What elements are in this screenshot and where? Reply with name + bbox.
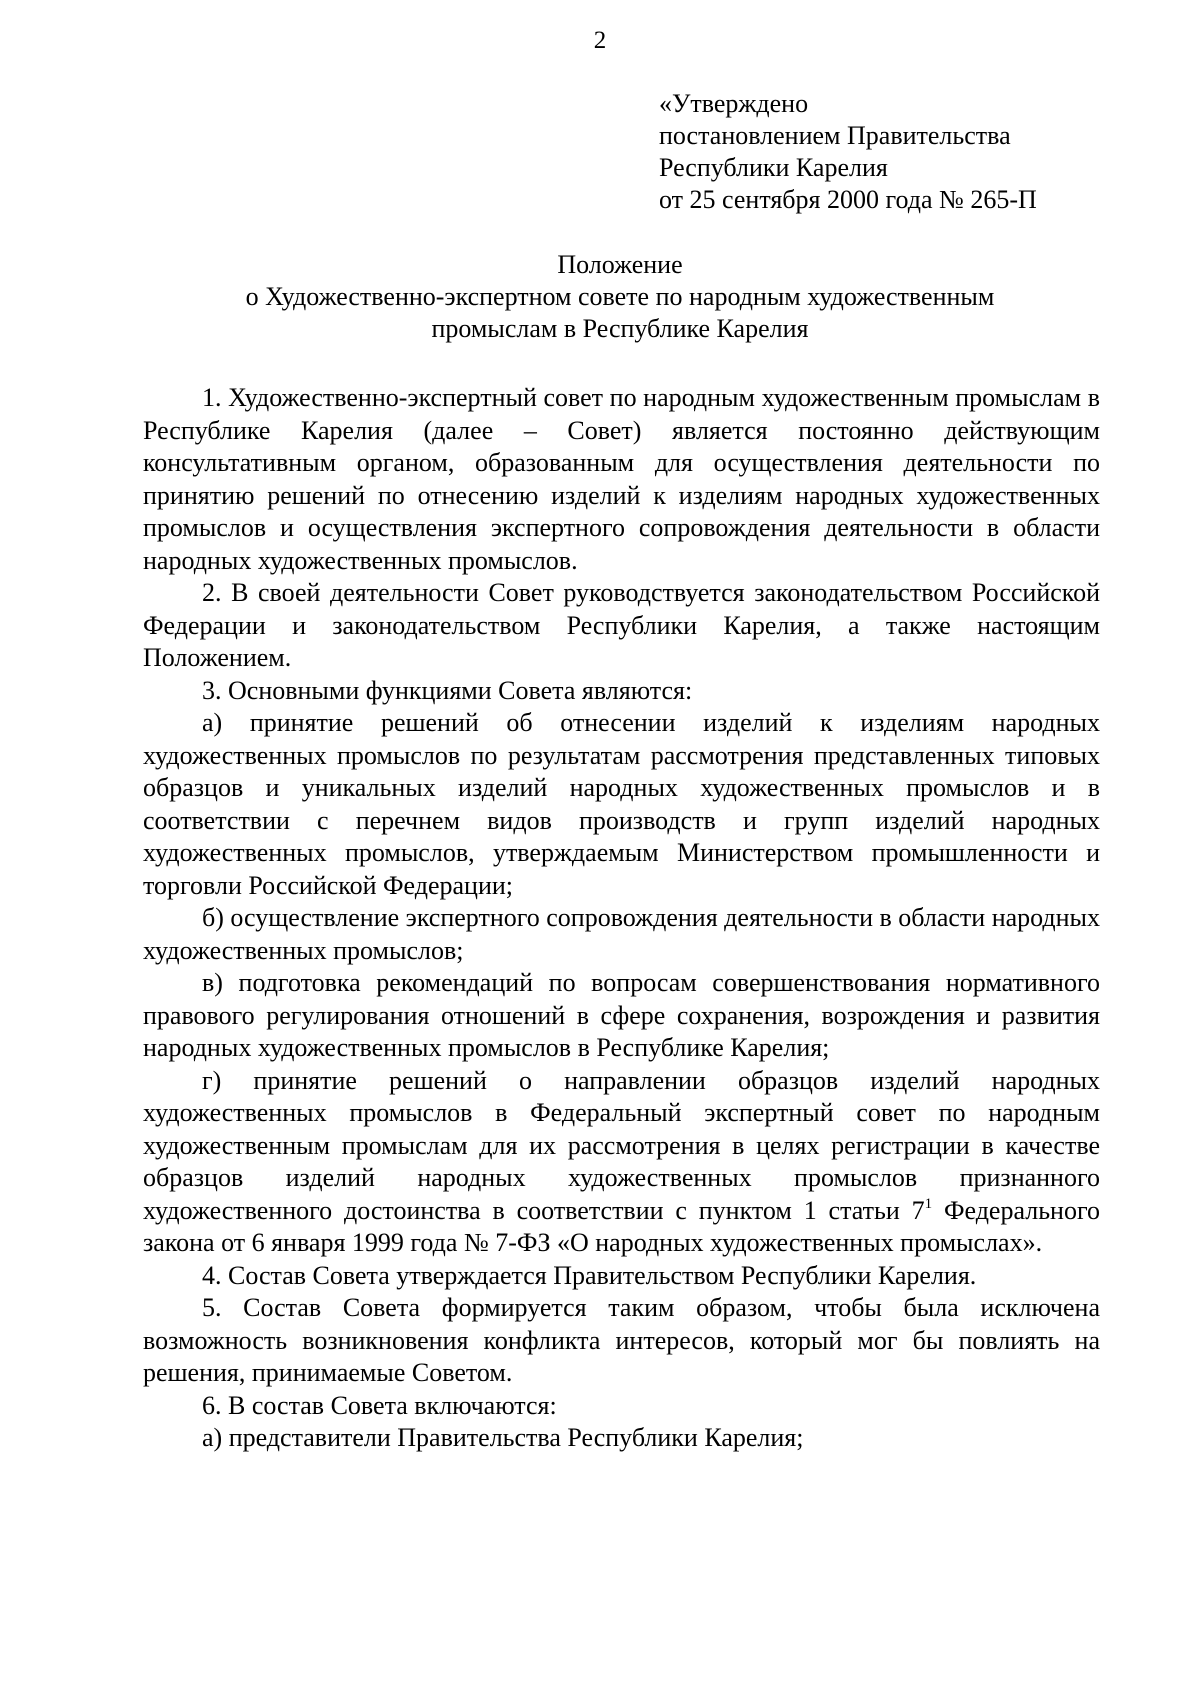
approval-line: постановлением Правительства — [659, 121, 1011, 150]
approval-line: «Утверждено — [659, 89, 809, 118]
paragraph: в) подготовка рекомендаций по вопросам совершенствования нормативного правового регулирования отношений в сфере сохранения, возрождения и развития народных художественных промыслов в Республике Карелия; — [143, 968, 1100, 1062]
paragraph: а) представители Правительства Республики Карелия; — [202, 1423, 804, 1452]
paragraph-text: г) принятие решений о направлении образцов изделий народных художественных промыслов в Федеральный экспертный совет по народным художественным промыслам для их рассмотрения в целях регистрации в качестве образцов изделий народных художественных промыслов признанного художественного достоинства в соответствии с пунктом 1 статьи 7 — [143, 1065, 1100, 1225]
paragraph: 1. Художественно-экспертный совет по народным художественным промыслам в Республике Карелия (далее – Совет) является постоянно действующим консультативным органом, образованным для осуществления деятельности по принятию решений по отнесению изделий к изделиям народных художественных промыслов и осуществления экспертного сопровождения деятельности в области народных художественных промыслов. — [143, 383, 1100, 575]
document-title — [140, 249, 1100, 345]
title-line: Положение — [557, 250, 683, 279]
paragraph-text: Федерального закона от 6 января 1999 года № 7-ФЗ «О народных художественных промыслах». — [143, 1195, 1100, 1257]
paragraph: 3. Основными функциями Совета являются: — [202, 675, 693, 705]
page-number: 2 — [593, 27, 607, 54]
paragraph: 4. Состав Совета утверждается Правительством Республики Карелия. — [202, 1260, 977, 1290]
paragraph: а) принятие решений об отнесении изделий к изделиям народных художественных промыслов по результатам рассмотрения представленных типовых образцов и уникальных изделий народных художественных промыслов и в соответствии с перечнем видов производств и групп изделий народных художественных промыслов, утверждаемым Министерством промышленности и торговли Российской Федерации; — [143, 708, 1100, 900]
title-line: промыслам в Республике Карелия — [431, 314, 809, 343]
paragraph: 6. В состав Совета включаются: — [202, 1390, 557, 1420]
paragraph: б) осуществление экспертного сопровождения деятельности в области народных художественных промыслов; — [143, 903, 1101, 965]
paragraph: 5. Состав Совета формируется таким образом, чтобы была исключена возможность возникновения конфликта интересов, который мог бы повлиять на решения, принимаемые Советом. — [143, 1293, 1100, 1387]
paragraph: 2. В своей деятельности Совет руководствуется законодательством Российской Федерации и законодательством Республики Карелия, а также настоящим Положением. — [143, 578, 1100, 672]
approval-line: от 25 сентября 2000 года № 265-П — [659, 185, 1037, 214]
document-body — [143, 382, 1100, 1455]
approval-stamp — [659, 88, 1139, 216]
title-line: о Художественно-экспертном совете по народным художественным — [245, 282, 995, 311]
superscript: 1 — [924, 1195, 933, 1212]
paragraph — [143, 1065, 1100, 1260]
approval-line: Республики Карелия — [659, 153, 888, 182]
